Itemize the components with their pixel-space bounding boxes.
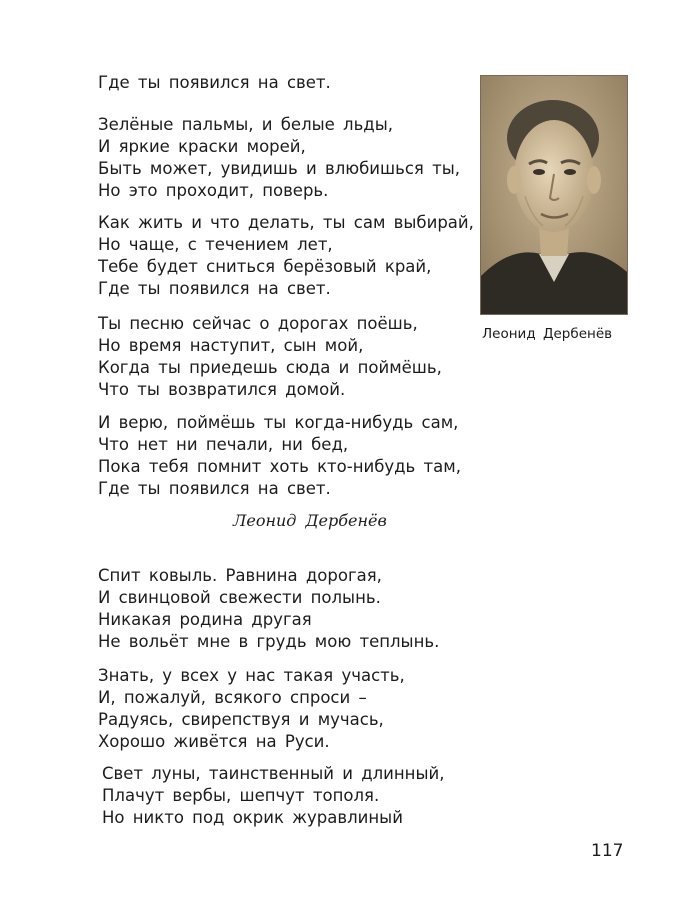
poem-line: И яркие краски морей, — [98, 137, 306, 156]
poem-line: Где ты появился на свет. — [98, 73, 331, 92]
page-number: 117 — [591, 841, 624, 861]
poem-line: Никакая родина другая — [98, 610, 312, 629]
portrait-illustration — [481, 76, 627, 314]
poem-line: Зелёные пальмы, и белые льды, — [98, 115, 393, 134]
poem-line: И, пожалуй, всякого спроси – — [98, 688, 367, 707]
poem-stanza-3 — [98, 313, 442, 401]
poem-line: Когда ты приедешь сюда и поймёшь, — [98, 358, 442, 377]
poem-line: Радуясь, свирепствуя и мучась, — [98, 710, 384, 729]
poem-line: Спит ковыль. Равнина дорогая, — [98, 566, 382, 585]
poem-line: Но это проходит, поверь. — [98, 181, 329, 200]
author-portrait-photo — [480, 75, 628, 315]
poem-line: Хорошо живётся на Руси. — [98, 732, 330, 751]
poem-line: Тебе будет сниться берёзовый край, — [98, 257, 432, 276]
poem-line: Но никто под окрик журавлиный — [102, 808, 403, 827]
poem-stanza-0 — [98, 72, 331, 94]
poem-line: Но чаще, с течением лет, — [98, 235, 333, 254]
poem-line: Где ты появился на свет. — [98, 279, 331, 298]
poem-line: Но время наступит, сын мой, — [98, 336, 364, 355]
poem-line: Не вольёт мне в грудь мою теплынь. — [98, 632, 440, 651]
poem2-stanza-3 — [102, 763, 444, 829]
poem-line: Что ты возвратился домой. — [98, 380, 346, 399]
poem-line: Пока тебя помнит хоть кто-нибудь там, — [98, 457, 461, 476]
poem-stanza-4 — [98, 412, 461, 500]
poem-line: Быть может, увидишь и влюбишься ты, — [98, 159, 460, 178]
poem2-stanza-2 — [98, 665, 405, 753]
poem-line: Где ты появился на свет. — [98, 479, 331, 498]
poem-line: Свет луны, таинственный и длинный, — [102, 764, 445, 783]
poem-line: Знать, у всех у нас такая участь, — [98, 666, 405, 685]
poem-line: И свинцовой свежести полынь. — [98, 588, 381, 607]
portrait-caption: Леонид Дербенёв — [482, 326, 613, 342]
poem-line: Что нет ни печали, ни бед, — [98, 435, 349, 454]
poem-line: Плачут вербы, шепчут тополя. — [102, 786, 380, 805]
poem-line: И верю, поймёшь ты когда-нибудь сам, — [98, 413, 459, 432]
poem-line: Ты песню сейчас о дорогах поёшь, — [98, 314, 418, 333]
poem-stanza-2 — [98, 212, 474, 300]
poem-stanza-1 — [98, 114, 460, 202]
poem-line: Как жить и что делать, ты сам выбирай, — [98, 213, 474, 232]
poem2-stanza-1 — [98, 565, 439, 653]
poem-author-signature: Леонид Дербенёв — [233, 511, 387, 530]
